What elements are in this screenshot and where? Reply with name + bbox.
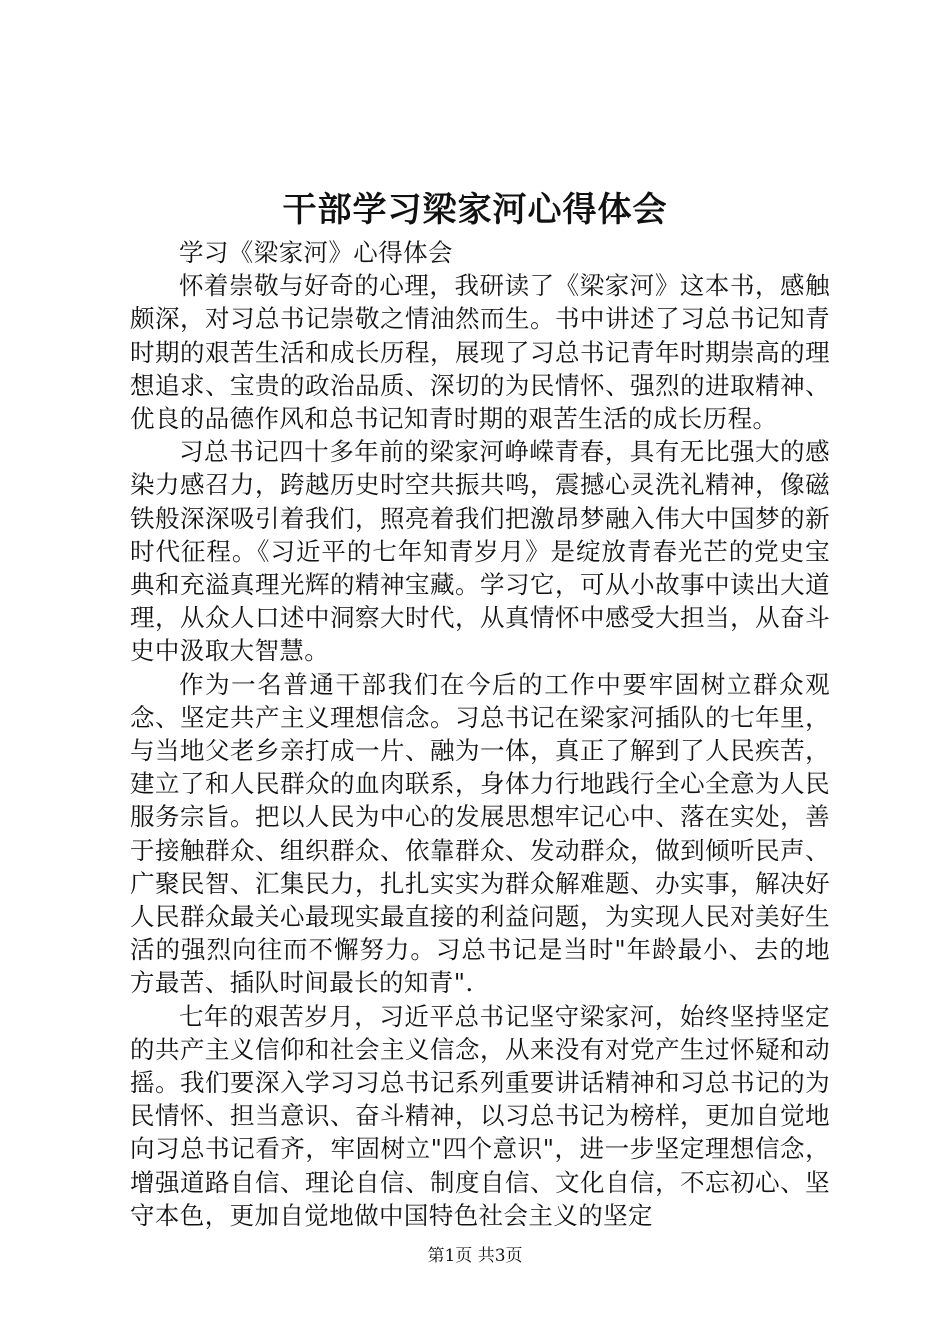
paragraph-1: 怀着崇敬与好奇的心理，我研读了《梁家河》这本书，感触颇深，对习总书记崇敬之情油然而生。书中讲述了习总书记知青时期的艰苦生活和成长历程，展现了习总书记青年时期崇高的理想追求、宝贵的政治品质、深切的为民情怀、强烈的进取精神、优良的品德作风和总书记知青时期的艰苦生活的成长历程。 (130, 271, 830, 434)
document-title: 干部学习梁家河心得体会 (282, 190, 668, 230)
paragraph-2: 习总书记四十多年前的梁家河峥嵘青春，具有无比强大的感染力感召力，跨越历史时空共振共鸣，震撼心灵洗礼精神，像磁铁般深深吸引着我们，照亮着我们把激昂梦融入伟大中国梦的新时代征程。《习近平的七年知青岁月》是绽放青春光芒的党史宝典和充溢真理光辉的精神宝藏。学习它，可从小故事中读出大道理，从众人口述中洞察大时代，从真情怀中感受大担当，从奋斗史中汲取大智慧。 (130, 437, 830, 666)
subtitle-line: 学习《梁家河》心得体会 (179, 238, 453, 267)
document-body (130, 236, 830, 1232)
page-footer: 第1页 共3页 (427, 1246, 523, 1266)
paragraph-4: 七年的艰苦岁月，习近平总书记坚守梁家河，始终坚持坚定的共产主义信仰和社会主义信念，从来没有对党产生过怀疑和动摇。我们要深入学习习总书记系列重要讲话精神和习总书记的为民情怀、担当意识、奋斗精神，以习总书记为榜样，更加自觉地向习总书记看齐，牢固树立"四个意识"，进一步坚定理想信念，增强道路自信、理论自信、制度自信、文化自信，不忘初心、坚守本色，更加自觉地做中国特色社会主义的坚定 (130, 1001, 830, 1230)
paragraph-3: 作为一名普通干部我们在今后的工作中要牢固树立群众观念、坚定共产主义理想信念。习总书记在梁家河插队的七年里，与当地父老乡亲打成一片、融为一体，真正了解到了人民疾苦，建立了和人民群众的血肉联系，身体力行地践行全心全意为人民服务宗旨。把以人民为中心的发展思想牢记心中、落在实处，善于接触群众、组织群众、依靠群众、发动群众，做到倾听民声、广聚民智、汇集民力，扎扎实实为群众解难题、办实事，解决好人民群众最关心最现实最直接的利益问题，为实现人民对美好生活的强烈向往而不懈努力。习总书记是当时"年龄最小、去的地方最苦、插队时间最长的知青". (130, 669, 830, 998)
